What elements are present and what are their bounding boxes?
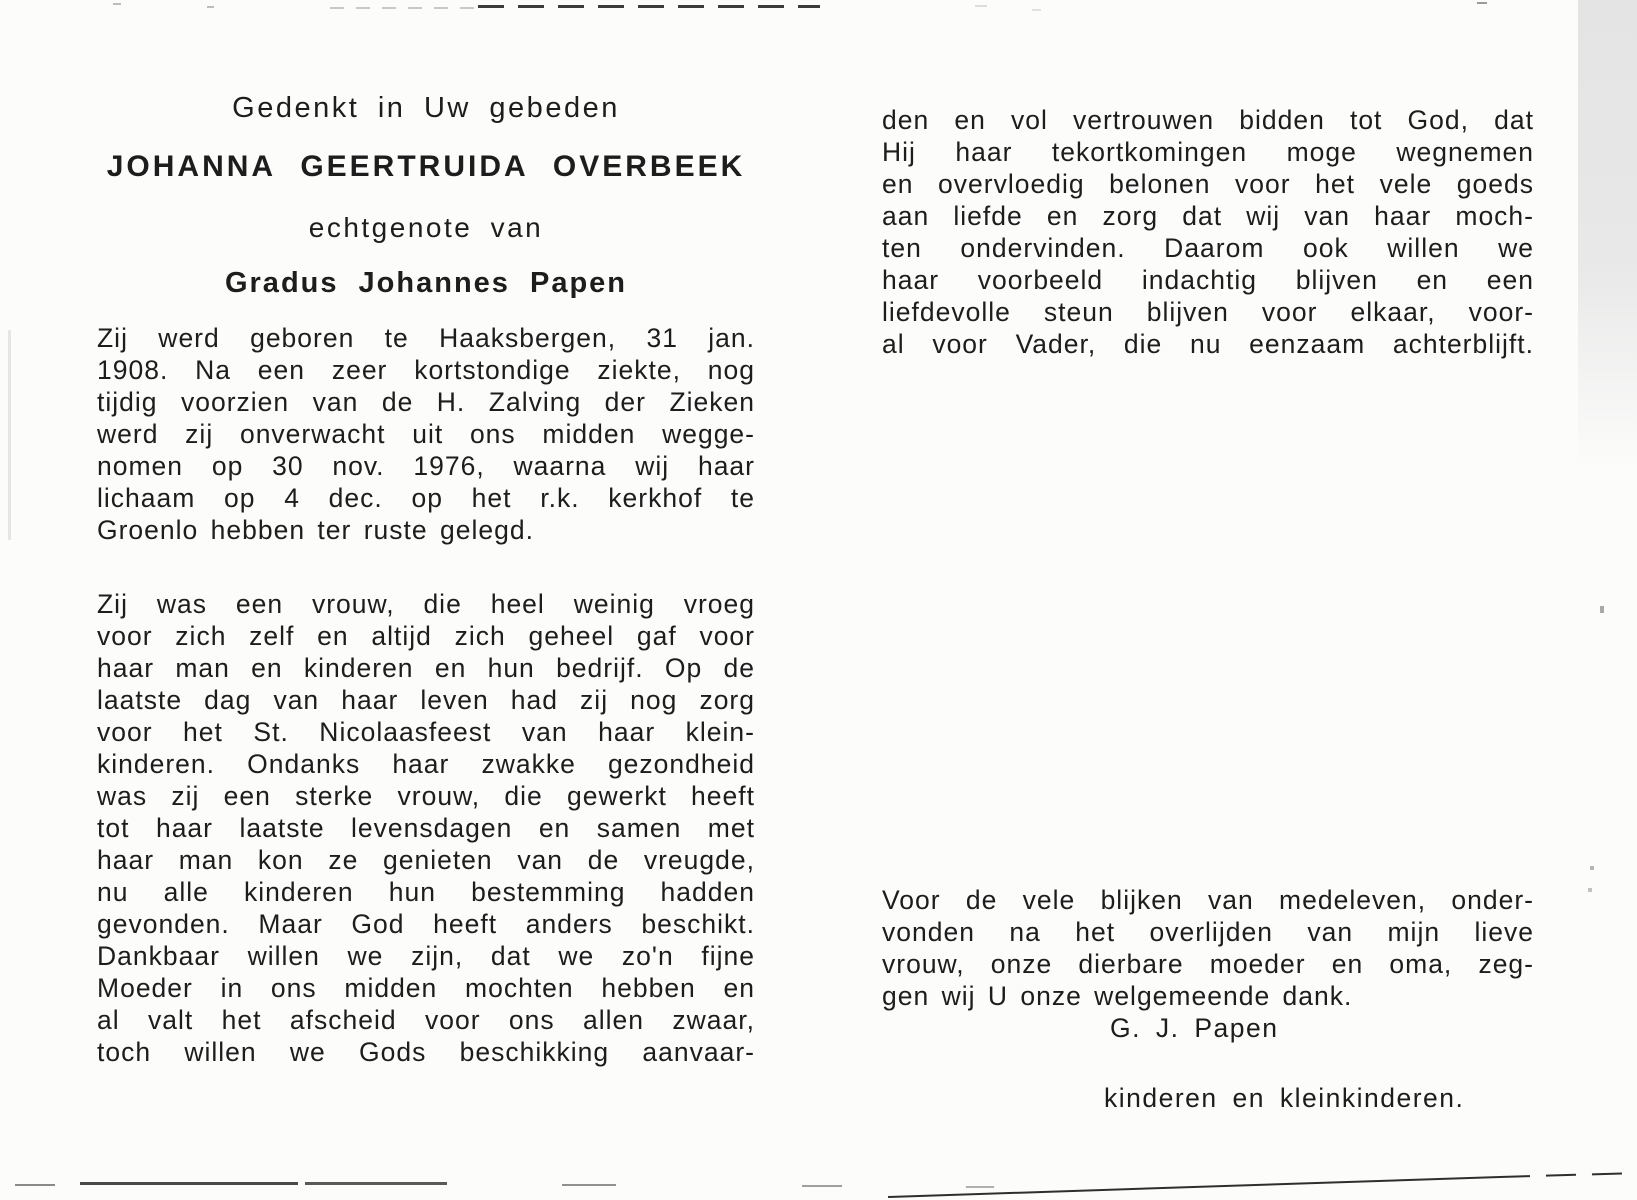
signature-family: kinderen en kleinkinderen. [1104, 1083, 1465, 1113]
scan-artifact-page-edge-right [1578, 0, 1637, 470]
text-line: nu alle kinderen hun bestemming hadden [97, 877, 755, 907]
text-line: was zij een sterke vrouw, die gewerkt heeft [97, 781, 755, 811]
scan-artifact-bottom-dash [802, 1185, 842, 1187]
text-line: Moeder in ons midden mochten hebben en [97, 973, 755, 1003]
paragraph-thanks [882, 884, 1534, 1012]
scan-artifact-bottom-dash [15, 1184, 55, 1186]
text-line: Zij was een vrouw, die heel weinig vroeg [97, 589, 755, 619]
text-line: liefdevolle steun blijven voor elkaar, voor- [882, 297, 1534, 327]
scan-artifact-speck [1600, 606, 1604, 613]
text-line: al voor Vader, die nu eenzaam achterblijft. [882, 329, 1534, 359]
text-line: gen wij U onze welgemeende dank. [882, 981, 1353, 1011]
scan-artifact-speck [1588, 888, 1592, 892]
text-line: en overvloedig belonen voor het vele goeds [882, 169, 1534, 199]
text-line: haar man en kinderen en hun bedrijf. Op de [97, 653, 755, 683]
text-line: gevonden. Maar God heeft anders beschikt. [97, 909, 755, 939]
text-line: toch willen we Gods beschikking aanvaar- [97, 1037, 755, 1067]
paragraph-prayer [882, 104, 1534, 360]
text-line: ten ondervinden. Daarom ook willen we [882, 233, 1534, 263]
deceased-name: JOHANNA GEERTRUIDA OVERBEEK [106, 150, 746, 183]
text-line: tijdig voorzien van de H. Zalving der Zieken [97, 387, 755, 417]
text-line: werd zij onverwacht uit ons midden wegge- [97, 419, 755, 449]
header-intro: Gedenkt in Uw gebeden [232, 92, 620, 124]
text-line: Zij werd geboren te Haaksbergen, 31 jan. [97, 323, 755, 353]
text-line: Groenlo hebben ter ruste gelegd. [97, 515, 534, 545]
text-line: Dankbaar willen we zijn, dat we zo'n fijne [97, 941, 755, 971]
header-relation: echtgenote van [308, 212, 544, 243]
scan-artifact-speck [1590, 866, 1594, 870]
text-line: aan liefde en zorg dat wij van haar moch- [882, 201, 1534, 231]
text-line: laatste dag van haar leven had zij nog zorg [97, 685, 755, 715]
signature-name: G. J. Papen [1110, 1013, 1279, 1043]
text-line: haar man kon ze genieten van de vreugde, [97, 845, 755, 875]
right-page-column [882, 0, 1534, 1200]
text-line: den en vol vertrouwen bidden tot God, dat [882, 105, 1534, 135]
text-line: voor het St. Nicolaasfeest van haar klein- [97, 717, 755, 747]
text-line: Hij haar tekortkomingen moge wegnemen [882, 137, 1534, 167]
paragraph-birth-and-death [97, 322, 755, 546]
text-line: vonden na het overlijden van mijn lieve [882, 917, 1534, 947]
text-line: Voor de vele blijken van medeleven, onder- [882, 885, 1534, 915]
spouse-name: Gradus Johannes Papen [224, 267, 628, 299]
text-line: vrouw, onze dierbare moeder en oma, zeg- [882, 949, 1534, 979]
text-line: haar voorbeeld indachtig blijven en een [882, 265, 1534, 295]
text-line: voor zich zelf en altijd zich geheel gaf voor [97, 621, 755, 651]
text-line: lichaam op 4 dec. op het r.k. kerkhof te [97, 483, 755, 513]
text-line: kinderen. Ondanks haar zwakke gezondheid [97, 749, 755, 779]
text-line: nomen op 30 nov. 1976, waarna wij haar [97, 451, 755, 481]
left-page-column [97, 0, 755, 1200]
text-line: al valt het afscheid voor ons allen zwaar, [97, 1005, 755, 1035]
paragraph-life-story [97, 588, 755, 1068]
scan-artifact-page-edge-left [8, 330, 11, 540]
text-line: 1908. Na een zeer kortstondige ziekte, nog [97, 355, 755, 385]
text-line: tot haar laatste levensdagen en samen met [97, 813, 755, 843]
